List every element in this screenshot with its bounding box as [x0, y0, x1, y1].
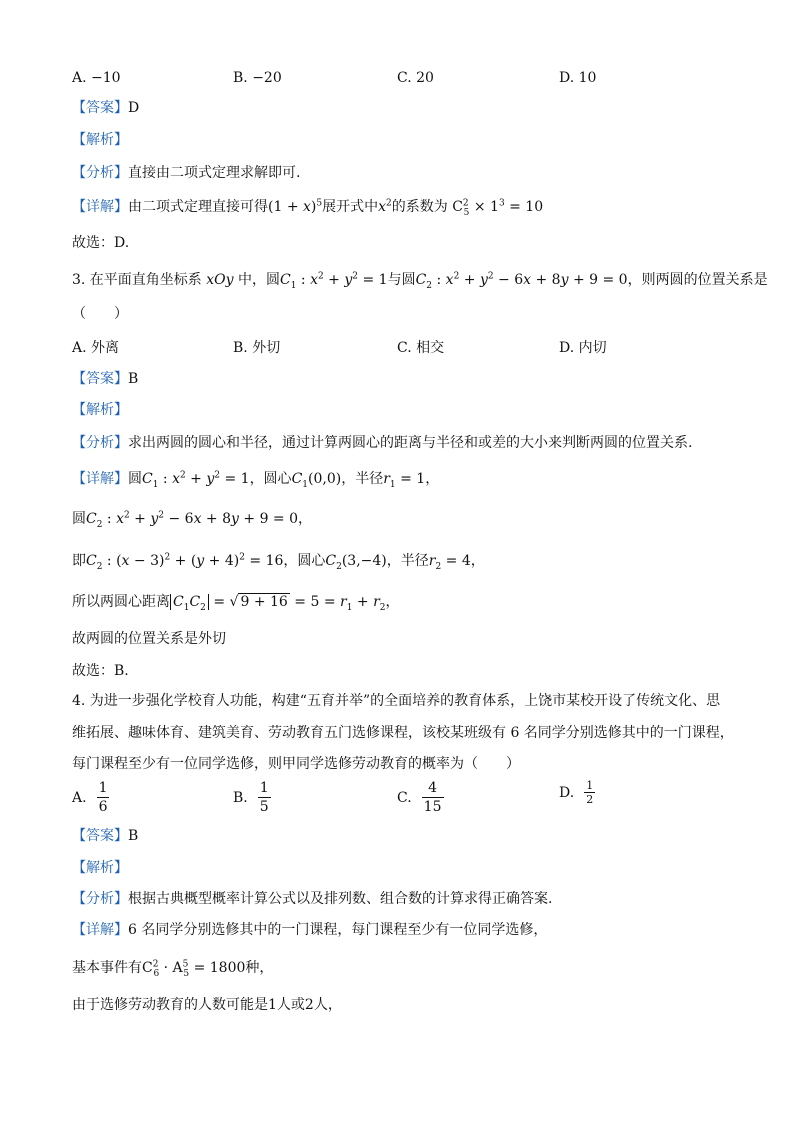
q4-stem-line-3: 每门课程至少有一位同学选修，则甲同学选修劳动教育的概率为（ ） — [72, 756, 520, 772]
q3-detail-2: 圆$C_2$ : $x^2 + y^2 - 6x + 8y + 9 = 0$， — [72, 510, 313, 530]
answer-tag: 【答案】 — [72, 828, 128, 844]
xiangjie-tag: 【详解】 — [72, 199, 128, 215]
q4-options — [72, 779, 752, 821]
formula: $x^2$ — [378, 198, 392, 215]
q4-option-c: C. $\frac{4}{15}$ — [397, 780, 442, 815]
formula: $C_1$ : $x^2 + y^2 = 1$ — [142, 470, 250, 490]
q3-option-d: D. 内切 — [559, 340, 607, 356]
formula: $r_2 = 4$ — [428, 553, 471, 572]
q3-options — [72, 338, 752, 362]
q4-fenxi-text: 根据古典概型概率计算公式以及排列数、组合数的计算求得正确答案. — [128, 891, 553, 907]
q2-option-b: B. −20 — [233, 70, 282, 86]
q3-detail-4: 所以两圆心距离 $C_1C_2$ = √ $9 + 16 = 5 = r_1 + r_2$， — [72, 594, 400, 613]
answer-tag: 【答案】 — [72, 371, 128, 387]
formula: $C_2(3,-4)$ — [325, 553, 387, 572]
formula: $C^2_5 \times 1^3 = 10$ — [447, 198, 544, 218]
q3-option-c: C. 相交 — [397, 340, 445, 356]
q4-detail-2: 基本事件有$C^2_6 \cdot A^5_5 = 1800$种， — [72, 959, 274, 979]
fraction: $\frac{1}{6}$ — [98, 780, 108, 815]
q2-xiangjie-line: 【详解】由二项式定理直接可得$(1 + x)^5$展开式中$x^2$的系数为 $C^2_5 \times 1^3 = 10$ — [72, 198, 544, 218]
formula: $C^2_6 \cdot A^5_5 = 1800$ — [142, 959, 246, 979]
fenxi-tag: 【分析】 — [72, 165, 128, 181]
q3-answer-line — [72, 369, 138, 389]
formula: $C_2$ : $x^2 + y^2 - 6x + 8y + 9 = 0$ — [86, 510, 299, 530]
q3-analysis-tag: 【解析】 — [72, 402, 128, 418]
q4-answer: B — [128, 828, 139, 844]
q2-options — [72, 68, 752, 92]
fenxi-tag: 【分析】 — [72, 435, 128, 451]
q3-fenxi-line — [72, 433, 692, 453]
q2-answer-line — [72, 98, 139, 118]
q4-answer-line — [72, 826, 138, 846]
formula: $C_2$ : $x^2 + y^2 - 6x + 8y + 9 = 0$ — [415, 271, 628, 291]
fraction: $\frac{1}{2}$ — [586, 779, 594, 806]
fraction: $\frac{1}{5}$ — [259, 780, 269, 815]
q3-option-b: B. 外切 — [233, 340, 281, 356]
q2-option-c: C. 20 — [397, 70, 434, 86]
formula: $C_1C_2$ = √ $9 + 16 = 5 = r_1 + r_2$ — [170, 594, 386, 610]
q2-conclusion: 故选：D. — [72, 235, 130, 251]
q2-analysis-tag: 【解析】 — [72, 132, 128, 148]
q2-option-d: D. 10 — [559, 70, 597, 86]
q2-option-a: A. −10 — [72, 70, 121, 86]
q3-detail-1: 【详解】圆$C_1$ : $x^2 + y^2 = 1$，圆心$C_1(0,0)$，半径$r_1 = 1$， — [72, 470, 440, 490]
q4-detail-3: 由于选修劳动教育的人数可能是1人或2人， — [72, 997, 342, 1013]
q4-option-a: A. $\frac{1}{6}$ — [72, 780, 108, 815]
q2-answer: D — [128, 100, 140, 116]
q3-conclusion: 故选：B. — [72, 663, 129, 679]
xiangjie-tag: 【详解】 — [72, 922, 128, 938]
formula: $C_1(0,0)$ — [291, 471, 342, 490]
formula: $C_2$ : $(x - 3)^2 + (y + 4)^2 = 16$ — [86, 552, 284, 572]
q4-stem-line-1: 4. 为进一步强化学校育人功能，构建“五育并举”的全面培养的教育体系，上饶市某校开设了传统文化、思 — [72, 693, 721, 709]
q4-fenxi-line — [72, 889, 552, 909]
xiangjie-tag: 【详解】 — [72, 471, 128, 487]
q2-fenxi-line — [72, 163, 300, 183]
q4-option-d: D. $\frac{1}{2}$ — [559, 779, 594, 806]
formula: xOy — [206, 272, 234, 288]
q3-stem: 3. 在平面直角坐标系 xOy 中，圆$C_1$ : $x^2 + y^2 = 1$与圆$C_2$ : $x^2 + y^2 - 6x + 8y + 9 = 0$，则两圆的位置关系是 — [72, 271, 768, 291]
q3-option-a: A. 外离 — [72, 340, 120, 356]
fraction: $\frac{4}{15}$ — [423, 780, 442, 815]
answer-tag: 【答案】 — [72, 100, 128, 116]
q3-detail-3: 即$C_2$ : $(x - 3)^2 + (y + 4)^2 = 16$，圆心$C_2(3,-4)$，半径$r_2 = 4$， — [72, 552, 485, 572]
q3-detail-5: 故两圆的位置关系是外切 — [72, 631, 226, 647]
q4-detail-1: 【详解】6 名同学分别选修其中的一门课程，每门课程至少有一位同学选修， — [72, 922, 548, 938]
formula: $C_1$ : $x^2 + y^2 = 1$ — [280, 271, 388, 291]
formula: $(1 + x)^5$ — [268, 198, 323, 215]
q3-paren: （ ） — [72, 306, 128, 322]
q3-fenxi-text: 求出两圆的圆心和半径，通过计算两圆心的距离与半径和或差的大小来判断两圆的位置关系. — [128, 435, 693, 451]
q3-answer: B — [128, 371, 139, 387]
q4-analysis-tag: 【解析】 — [72, 860, 128, 876]
q4-stem-line-2: 维拓展、趣味体育、建筑美育、劳动教育五门选修课程，该校某班级有 6 名同学分别选修其中的一门课程， — [72, 725, 734, 741]
q4-option-b: B. $\frac{1}{5}$ — [233, 780, 269, 815]
q2-fenxi-text: 直接由二项式定理求解即可. — [128, 165, 301, 181]
formula: $r_1 = 1$ — [383, 471, 426, 490]
fenxi-tag: 【分析】 — [72, 891, 128, 907]
